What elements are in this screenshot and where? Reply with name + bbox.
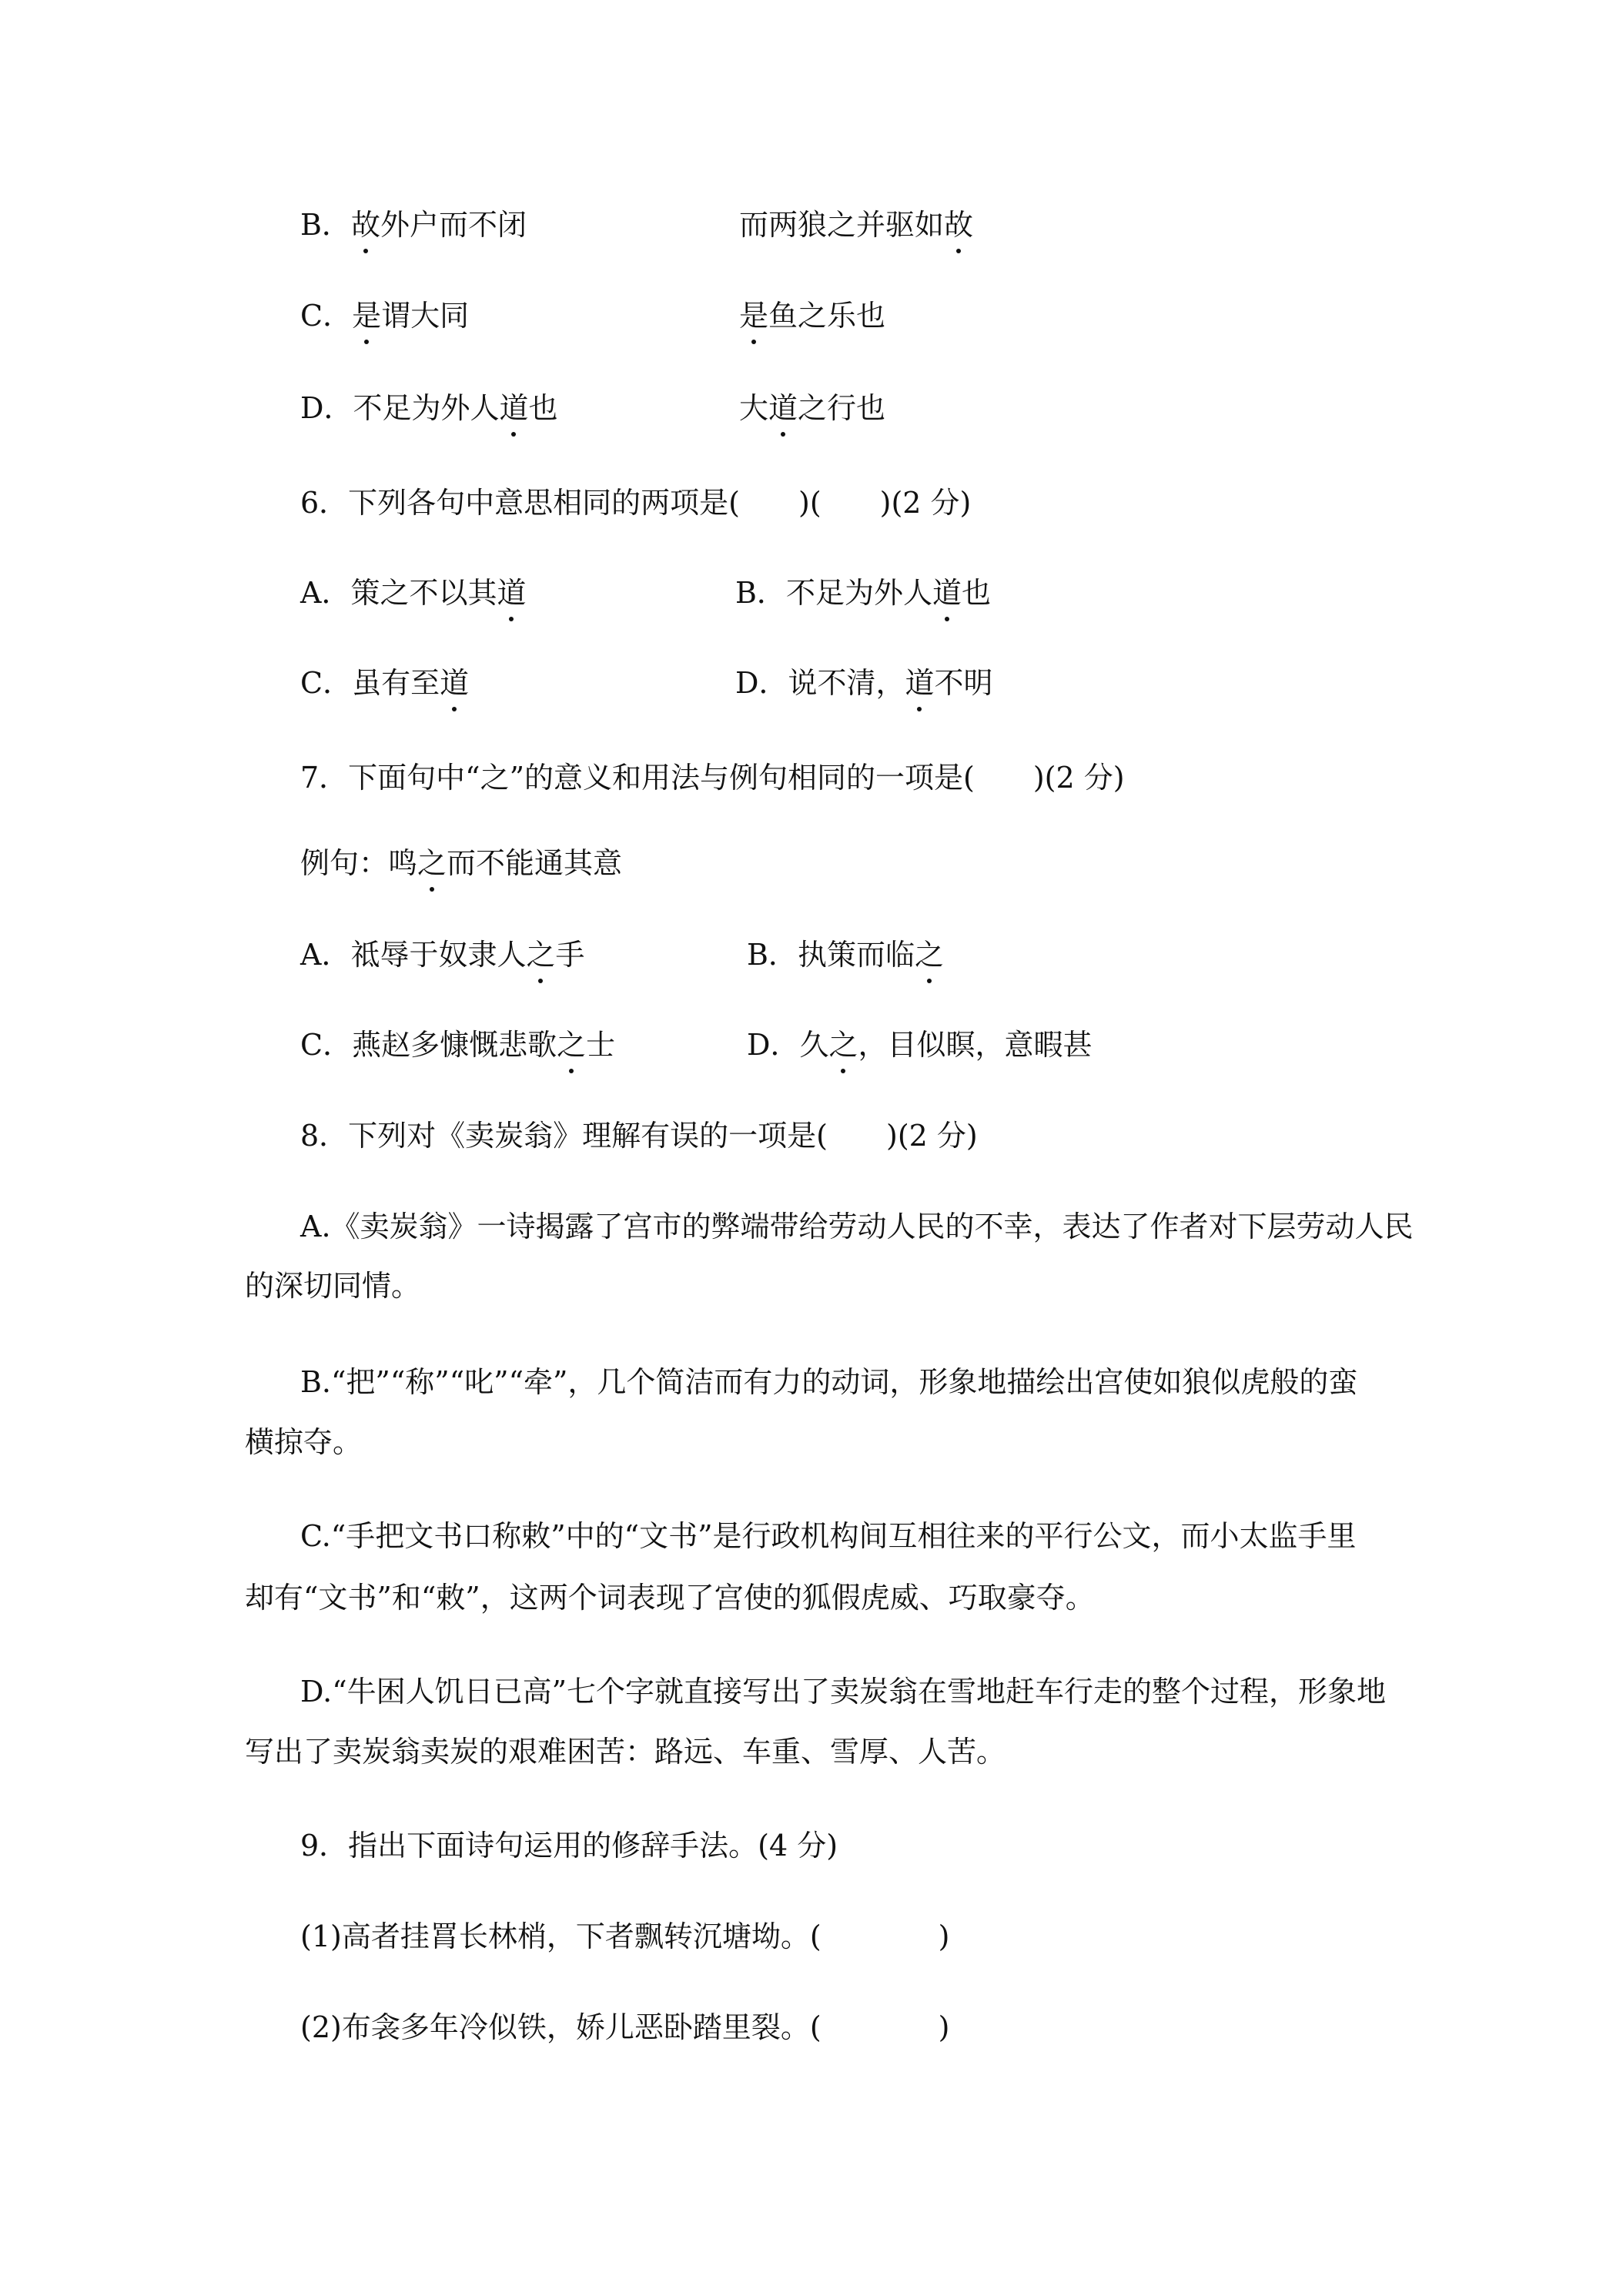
q7-stem: 7．下面句中“之”的意义和用法与例句相同的一项是( )(2 分) [300,761,1125,795]
q7-option-b: B．执策而临之 [747,935,944,974]
q8-option-b-line1: B.“把”“称”“叱”“牵”，几个简洁而有力的动词，形象地描绘出宫使如狼似虎般的蛮 [300,1365,1358,1399]
q7-option-d: D．久之，目似瞑，意暇甚 [747,1026,1093,1064]
q6-option-b: B．不足为外人道也 [735,574,991,612]
q5-option-d: D．不足为外人道也 [300,389,558,427]
q8-stem: 8．下列对《卖炭翁》理解有误的一项是( )(2 分) [300,1119,978,1153]
q7-option-a: A．祗辱于奴隶人之手 [300,935,585,974]
emphasis-char: 道 [499,389,528,427]
emphasis-char: 之 [526,935,555,974]
emphasis-char: 之 [557,1026,586,1064]
option-label: B． [300,208,351,242]
option-label: D． [300,391,353,425]
q7-example: 例句：鸣之而不能通其意 [300,844,622,882]
option-label: C． [300,299,353,333]
emphasis-char: 是 [739,296,768,335]
q5-option-b-right: 而两狼之并驱如故 [739,206,973,244]
emphasis-char: 道 [932,574,962,612]
emphasis-char: 故 [351,206,380,244]
q6-stem: 6．下列各句中意思相同的两项是( )( )(2 分) [300,486,972,520]
q8-option-c-line2: 却有“文书”和“敕”，这两个词表现了宫使的狐假虎威、巧取豪夺。 [245,1581,1095,1615]
emphasis-char: 道 [440,664,469,702]
q8-option-d-line2: 写出了卖炭翁卖炭的艰难困苦：路远、车重、雪厚、人苦。 [245,1735,1006,1769]
q8-option-a-line2: 的深切同情。 [245,1269,421,1303]
emphasis-char: 之 [828,1026,858,1064]
q9-stem: 9．指出下面诗句运用的修辞手法。(4 分) [300,1829,838,1863]
emphasis-char: 道 [497,574,526,612]
q5-option-c: C．是谓大同 [300,296,469,335]
q9-item-1: (1)高者挂罥长林梢，下者飘转沉塘坳。( ) [300,1919,950,1953]
q7-option-c: C．燕赵多慷慨悲歌之士 [300,1026,615,1064]
emphasis-char: 之 [417,844,447,882]
q8-option-d-line1: D.“牛困人饥日已高”七个字就直接写出了卖炭翁在雪地赶车行走的整个过程，形象地 [300,1675,1387,1709]
q8-option-a-line1: A.《卖炭翁》一诗揭露了宫市的弊端带给劳动人民的不幸，表达了作者对下层劳动人民 [300,1210,1414,1243]
q5-option-c-right: 是鱼之乐也 [739,296,885,335]
q8-option-c-line1: C.“手把文书口称敕”中的“文书”是行政机构间互相往来的平行公文，而小太监手里 [300,1519,1357,1553]
emphasis-char: 故 [944,206,973,244]
q8-option-b-line2: 横掠夺。 [245,1425,363,1459]
q9-item-2: (2)布衾多年冷似铁，娇儿恶卧踏里裂。( ) [300,2010,950,2044]
q6-option-a: A．策之不以其道 [300,574,526,612]
emphasis-char: 道 [905,664,934,702]
emphasis-char: 道 [768,389,798,427]
emphasis-char: 是 [352,296,381,335]
q5-option-b: B．故外户而不闭 [300,206,527,244]
q6-option-c: C．虽有至道 [300,664,469,702]
emphasis-char: 之 [915,935,944,974]
q5-option-d-right: 大道之行也 [739,389,885,427]
q6-option-d: D．说不清，道不明 [735,664,993,702]
